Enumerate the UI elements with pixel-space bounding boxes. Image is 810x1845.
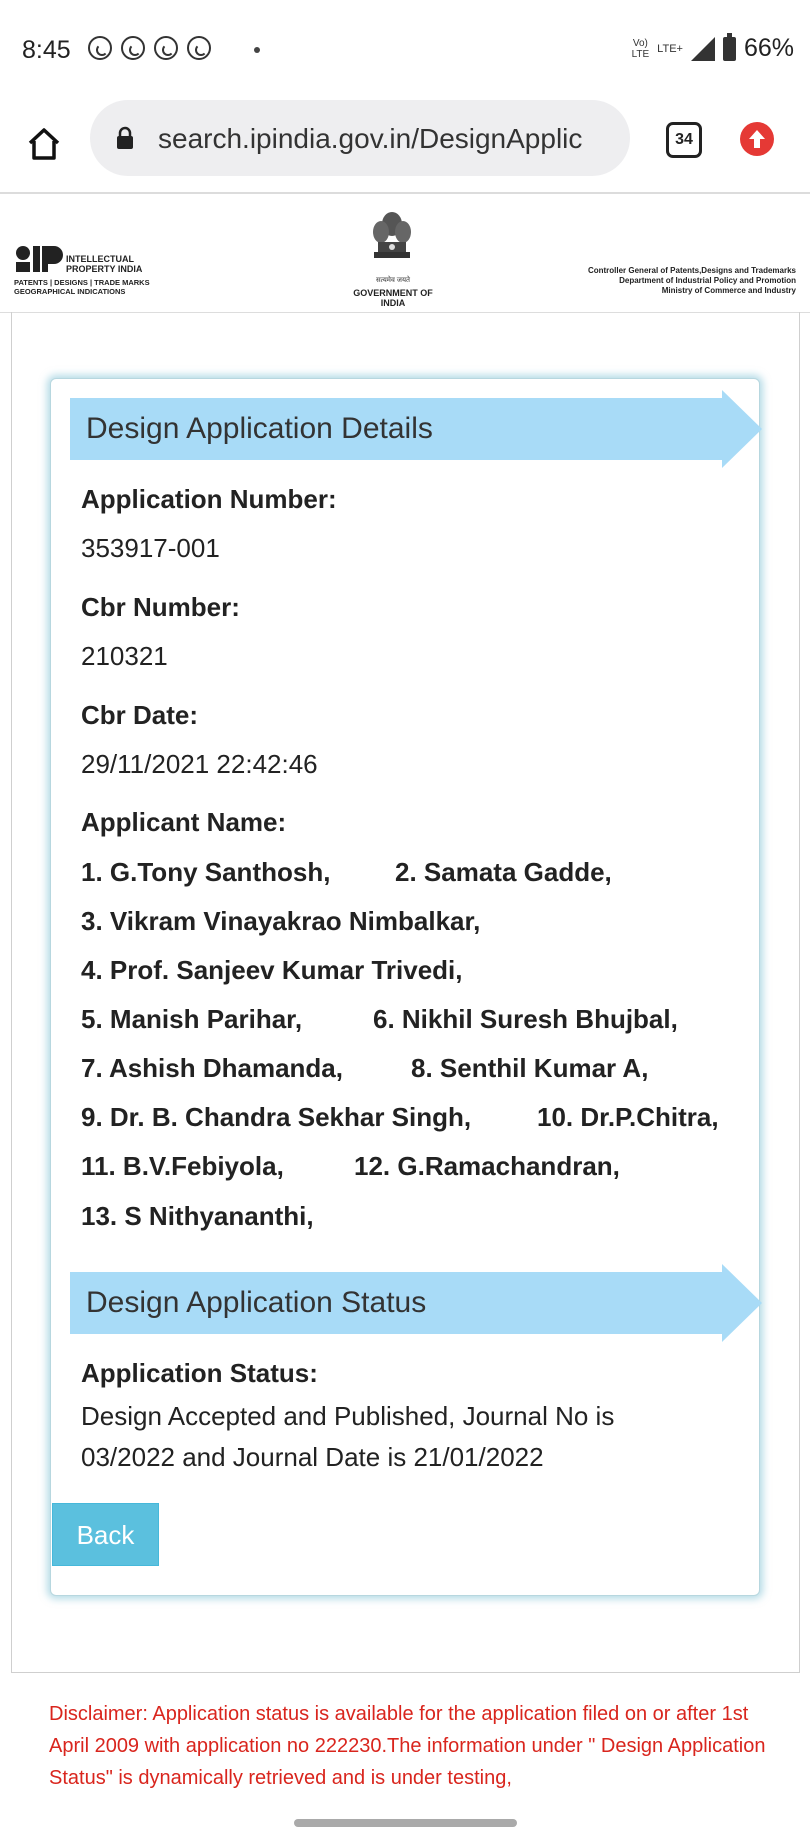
application-status-label: Application Status: bbox=[81, 1358, 318, 1388]
cbr-date-value: 29/11/2021 22:42:46 bbox=[81, 749, 318, 779]
ip-logo-line4: GEOGRAPHICAL INDICATIONS bbox=[14, 287, 126, 296]
applicant-name: 12. G.Ramachandran, bbox=[354, 1151, 620, 1181]
arrow-icon bbox=[722, 390, 762, 468]
signal-icon bbox=[691, 37, 715, 61]
home-gesture-handle[interactable] bbox=[294, 1819, 517, 1827]
emblem-motto: सत्यमेव जयते bbox=[375, 277, 411, 284]
battery-percent: 66% bbox=[743, 34, 794, 62]
address-bar[interactable] bbox=[90, 100, 630, 176]
notification-icons bbox=[88, 36, 211, 60]
cbr-number-value: 210321 bbox=[81, 641, 168, 671]
volte-indicator: Vo) LTE bbox=[631, 37, 650, 60]
system-indicators bbox=[632, 34, 794, 63]
ip-logo-line3: PATENTS | DESIGNS | TRADE MARKS bbox=[14, 278, 150, 287]
applicant-name: 10. Dr.P.Chitra, bbox=[537, 1102, 719, 1132]
battery-icon bbox=[723, 37, 736, 61]
disclaimer-text: Disclaimer: Application status is available for the application filed on or after 1st April 2009 with application no 222230.The information under " Design Application Status" is dynamically retrieved and is under testing, bbox=[49, 1703, 766, 1789]
site-header bbox=[0, 196, 810, 313]
applicant-name: 6. Nikhil Suresh Bhujbal, bbox=[373, 1004, 678, 1034]
back-button[interactable]: Back bbox=[52, 1503, 159, 1566]
applicant-name: 3. Vikram Vinayakrao Nimbalkar, bbox=[81, 906, 481, 936]
applicant-name: 1. G.Tony Santhosh, bbox=[81, 857, 331, 887]
status-section-title: Design Application Status bbox=[86, 1286, 427, 1319]
home-icon[interactable] bbox=[26, 126, 62, 162]
application-number-value: 353917-001 bbox=[81, 533, 220, 563]
cbr-number-label: Cbr Number: bbox=[81, 592, 240, 622]
application-status-value: Design Accepted and Published, Journal No is 03/2022 and Journal Date is 21/01/2022 bbox=[81, 1401, 615, 1472]
status-section-header bbox=[70, 1272, 758, 1334]
applicant-name: 5. Manish Parihar, bbox=[81, 1004, 303, 1034]
controller-line2: Department of Industrial Policy and Promotion bbox=[619, 276, 796, 285]
tab-switcher-button[interactable]: 34 bbox=[666, 122, 702, 158]
arrow-icon bbox=[722, 1264, 762, 1342]
applicant-name: 9. Dr. B. Chandra Sekhar Singh, bbox=[81, 1102, 472, 1132]
status-time: 8:45 bbox=[22, 36, 71, 64]
applicant-name: 13. S Nithyananthi, bbox=[81, 1201, 314, 1231]
whatsapp-icon bbox=[154, 36, 178, 60]
applicant-name: 11. B.V.Febiyola, bbox=[81, 1151, 284, 1181]
applicant-name-label: Applicant Name: bbox=[81, 807, 287, 837]
application-number-label: Application Number: bbox=[81, 484, 337, 514]
applicant-name: 7. Ashish Dhamanda, bbox=[81, 1053, 343, 1083]
controller-line3: Ministry of Commerce and Industry bbox=[661, 286, 796, 295]
cbr-date-label: Cbr Date: bbox=[81, 700, 199, 730]
government-of-india-caption: GOVERNMENT OF INDIA bbox=[353, 288, 433, 308]
government-emblem bbox=[340, 210, 446, 308]
details-section-header bbox=[70, 398, 758, 460]
ip-india-logo-icon bbox=[14, 244, 66, 274]
whatsapp-icon bbox=[121, 36, 145, 60]
more-notifications-dot-icon bbox=[254, 47, 260, 53]
lte-indicator: LTE+ bbox=[657, 42, 683, 55]
controller-general-text bbox=[588, 266, 796, 296]
status-bar bbox=[0, 0, 810, 100]
url-text[interactable]: search.ipindia.gov.in/DesignApplic bbox=[158, 123, 583, 154]
whatsapp-icon bbox=[187, 36, 211, 60]
details-section-title: Design Application Details bbox=[86, 412, 433, 445]
applicant-name: 4. Prof. Sanjeev Kumar Trivedi, bbox=[81, 955, 463, 985]
browser-toolbar bbox=[0, 100, 810, 194]
ip-logo-line1: INTELLECTUAL bbox=[66, 254, 134, 264]
ashoka-emblem-icon bbox=[370, 210, 414, 270]
ip-logo-line2: PROPERTY INDIA bbox=[66, 264, 143, 274]
applicant-name: 2. Samata Gadde, bbox=[395, 857, 612, 887]
ip-india-logo bbox=[14, 244, 164, 306]
lock-icon bbox=[116, 126, 134, 150]
controller-line1: Controller General of Patents,Designs and Trademarks bbox=[587, 266, 796, 275]
applicant-name: 8. Senthil Kumar A, bbox=[411, 1053, 649, 1083]
whatsapp-icon bbox=[88, 36, 112, 60]
update-icon[interactable] bbox=[740, 122, 774, 156]
system-navigation-bar bbox=[0, 1805, 810, 1845]
